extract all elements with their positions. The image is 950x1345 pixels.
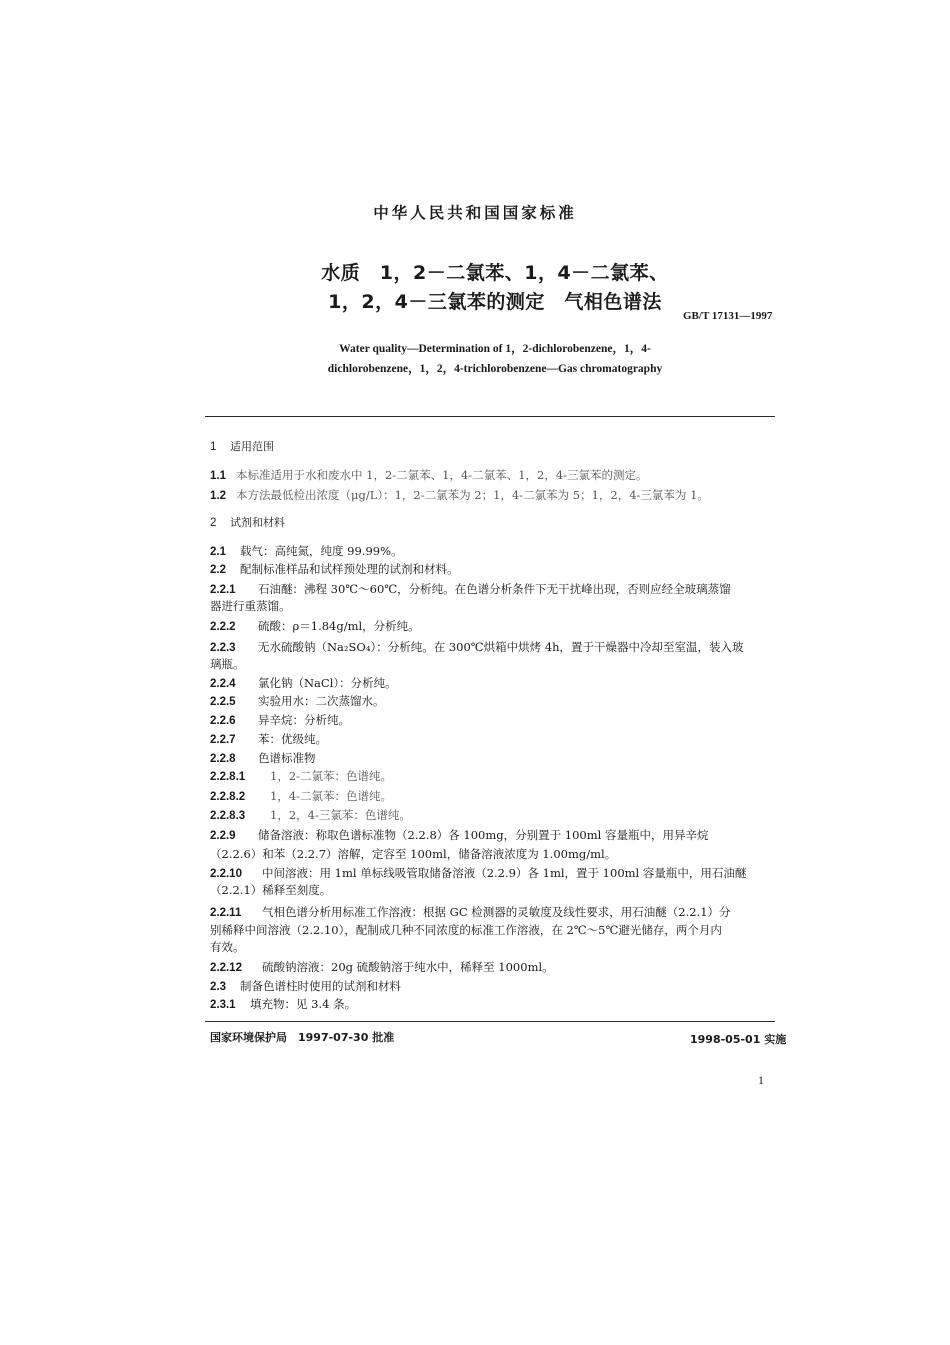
- clause-2-2-1-cont: 器进行重蒸馏。: [210, 599, 291, 613]
- effective-date: 1998-05-01 实施: [690, 1033, 787, 1046]
- clause-2-2-4: 2.2.4 氯化钠（NaCl）：分析纯。: [210, 676, 397, 690]
- clause-2-3-1: 2.3.1 填充物：见 3.4 条。: [210, 997, 357, 1011]
- clause-2-2-1: 2.2.1 石油醚：沸程 30℃～60℃，分析纯。在色谱分析条件下无干扰峰出现，否则应经全玻璃蒸馏: [210, 582, 731, 596]
- clause-2-2-3-cont: 璃瓶。: [210, 657, 245, 671]
- clause-2-2-2: 2.2.2 硫酸：ρ＝1.84g/ml，分析纯。: [210, 619, 420, 633]
- clause-2-2-9-cont: （2.2.6）和苯（2.2.7）溶解，定容至 100ml，储备溶液浓度为 1.00mg/ml。: [210, 847, 617, 861]
- english-title-line-2: dichlorobenzene，1，2，4-trichlorobenzene—Gas chromatography: [327, 363, 663, 375]
- clause-2-2-3: 2.2.3 无水硫酸钠（Na₂SO₄）：分析纯。在 300℃烘箱中烘烤 4h，置于干燥器中冷却至室温，装入玻: [210, 640, 744, 654]
- clause-2-2-11-cont-2: 有效。: [210, 940, 245, 954]
- clause-2-2-8-1: 2.2.8.1 1，2-二氯苯：色谱纯。: [210, 769, 393, 783]
- clause-2-2-7: 2.2.7 苯：优级纯。: [210, 732, 327, 746]
- clause-2-2-8-3: 2.2.8.3 1，2，4-三氯苯：色谱纯。: [210, 808, 411, 822]
- clause-2-2-10-cont: （2.2.1）稀释至刻度。: [210, 883, 332, 897]
- page-number: 1: [758, 1073, 764, 1087]
- clause-2-1: 2.1 载气：高纯氮，纯度 99.99%。: [210, 544, 403, 558]
- english-title-line-1: Water quality—Determination of 1，2-dichlorobenzene，1，4-: [339, 343, 651, 355]
- clause-2-2-12: 2.2.12 硫酸钠溶液：20g 硫酸钠溶于纯水中，稀释至 1000ml。: [210, 960, 554, 974]
- clause-2-2-5: 2.2.5 实验用水：二次蒸馏水。: [210, 694, 385, 708]
- document-title-line-1: 水质 1，2－二氯苯、1，4－二氯苯、: [321, 262, 669, 284]
- national-standard-header: 中华人民共和国国家标准: [373, 204, 577, 222]
- section-1: 1 适用范围: [210, 440, 274, 453]
- clause-2-2-10: 2.2.10 中间溶液：用 1ml 单标线吸管取储备溶液（2.2.9）各 1ml，置于 100ml 容量瓶中，用石油醚: [210, 866, 747, 880]
- issuer-approval: 国家环境保护局 1997-07-30 批准: [210, 1031, 395, 1044]
- clause-2-2-11: 2.2.11 气相色谱分析用标准工作溶液：根据 GC 检测器的灵敏度及线性要求，用石油醚（2.2.1）分: [210, 905, 731, 919]
- clause-2-2: 2.2 配制标准样品和试样预处理的试剂和材料。: [210, 562, 459, 576]
- clause-2-3: 2.3 制备色谱柱时使用的试剂和材料: [210, 979, 401, 993]
- document-title-line-2: 1，2，4－三氯苯的测定 气相色谱法: [328, 291, 662, 313]
- clause-2-2-11-cont-1: 别稀释中间溶液（2.2.10），配制成几种不同浓度的标准工作溶液，在 2℃～5℃避光储存，两个月内: [210, 923, 722, 937]
- clause-2-2-8: 2.2.8 色谱标准物: [210, 751, 316, 765]
- clause-2-2-9: 2.2.9 储备溶液：称取色谱标准物（2.2.8）各 100mg，分别置于 100ml 容量瓶中，用异辛烷: [210, 828, 709, 842]
- section-2: 2 试剂和材料: [210, 516, 285, 529]
- clause-2-2-6: 2.2.6 异辛烷：分析纯。: [210, 713, 350, 727]
- clause-1-2: 1.2 本方法最低检出浓度（μg/L）：1，2-二氯苯为 2；1，4-二氯苯为 5；1，2，4-三氯苯为 1。: [210, 488, 709, 502]
- footer-divider: [205, 1021, 775, 1022]
- clause-2-2-8-2: 2.2.8.2 1，4-二氯苯：色谱纯。: [210, 789, 393, 803]
- standard-number: GB/T 17131—1997: [683, 310, 773, 322]
- header-divider: [205, 416, 775, 417]
- clause-1-1: 1.1 本标准适用于水和废水中 1，2-二氯苯、1，4-二氯苯、1，2，4-三氯苯的测定。: [210, 468, 648, 482]
